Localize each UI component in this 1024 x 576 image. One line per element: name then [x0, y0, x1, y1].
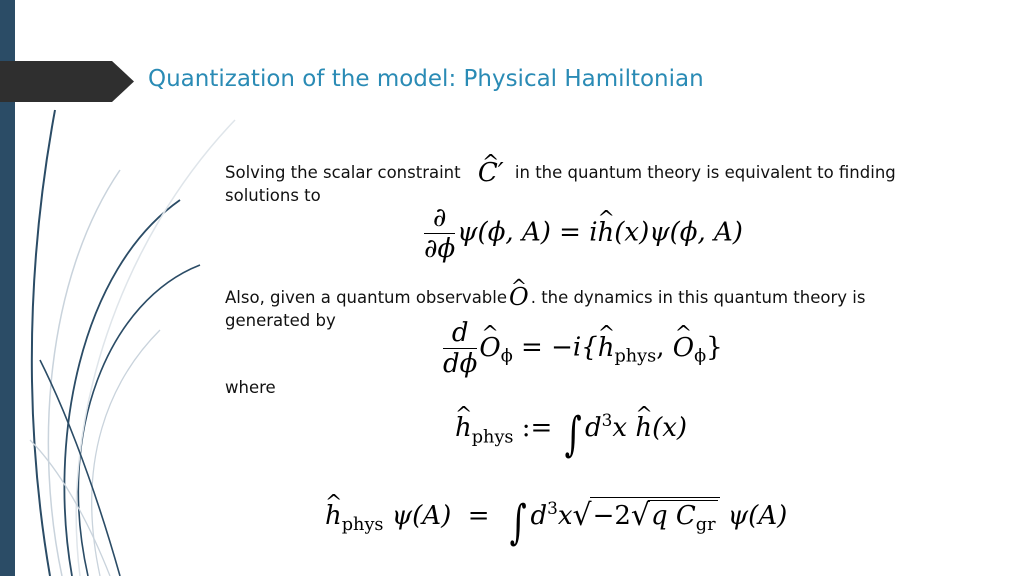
eq3-tail: (x): [652, 413, 688, 444]
eq4-inner-sqrt: [648, 500, 718, 535]
para2-after: . the dynamics in this quantum theory is: [530, 288, 866, 307]
para2-line2: generated by: [225, 311, 336, 330]
eq2-mid: = −i{: [512, 332, 598, 363]
title-arrow-bar: [0, 61, 134, 102]
eq1-tail: (x)ψ(ϕ, A): [614, 217, 743, 248]
eq1-numerator: ∂: [424, 205, 455, 234]
eq4-q-sub: gr: [695, 515, 716, 536]
eq4-radical: √: [572, 498, 592, 534]
eq3-h-sub: phys: [471, 427, 514, 448]
eq2-h: ^ h: [598, 335, 615, 361]
eq4-sqrt-body: [590, 497, 720, 535]
observable-symbol: ^ O: [509, 286, 529, 309]
para1-before: Solving the scalar constraint: [225, 163, 461, 182]
equation-hphys-action: [325, 496, 788, 551]
eq4-radical2: √: [630, 498, 650, 534]
eq4-tail: ψ(A): [719, 501, 788, 531]
eq4-inner: −2: [592, 501, 631, 531]
eq2-h-sub: phys: [614, 346, 657, 367]
para1-line2: solutions to: [225, 186, 321, 205]
where-label: where: [225, 378, 276, 397]
eq4-h: ^ h: [325, 503, 342, 529]
paragraph-observable: [225, 283, 866, 311]
eq2-end: }: [706, 332, 723, 363]
paragraph-constraint: [225, 158, 896, 188]
eq4-h-sub: phys: [341, 515, 384, 536]
eq1-fraction: [424, 205, 455, 262]
eq4-exp: 3: [547, 497, 558, 518]
eq2-numerator: d: [443, 320, 477, 349]
equation-heisenberg: [441, 320, 723, 377]
eq4-integral: ∫: [509, 496, 527, 551]
eq1-body: ψ(ϕ, A) = i: [457, 217, 598, 248]
slide-title: Quantization of the model: Physical Hamiltonian: [148, 66, 704, 92]
eq2-comma: ,: [656, 332, 673, 363]
eq4-q: q C: [650, 501, 696, 531]
eq3-h2: ^ h: [635, 415, 652, 441]
eq1-denominator: ∂ϕ: [424, 234, 456, 264]
eq4-x: x: [557, 501, 573, 531]
eq2-o1-sub: ϕ: [500, 346, 513, 367]
eq1-h-hat: ^ h: [598, 220, 615, 246]
eq2-fraction: [443, 320, 477, 377]
eq3-integral: ∫: [564, 408, 582, 463]
para1-after: in the quantum theory is equivalent to finding: [514, 163, 896, 182]
eq2-o2-sub: ϕ: [694, 346, 707, 367]
eq2-o2: ^ O: [673, 335, 694, 361]
eq3-h: ^ h: [455, 415, 472, 441]
para2-before: Also, given a quantum observable: [225, 288, 508, 307]
eq4-psi: ψ(A) =: [383, 501, 507, 531]
eq3-def: :=: [513, 413, 561, 444]
constraint-symbol: ^ C′: [478, 162, 504, 185]
eq2-o1: ^ O: [479, 335, 500, 361]
equation-hphys-definition: [455, 408, 688, 463]
eq4-d: d: [530, 501, 548, 531]
eq3-x: x: [612, 413, 636, 444]
equation-schrodinger: [422, 205, 743, 262]
eq2-denominator: dϕ: [443, 349, 478, 379]
eq3-d: d: [584, 413, 602, 444]
eq3-exp: 3: [601, 410, 613, 430]
